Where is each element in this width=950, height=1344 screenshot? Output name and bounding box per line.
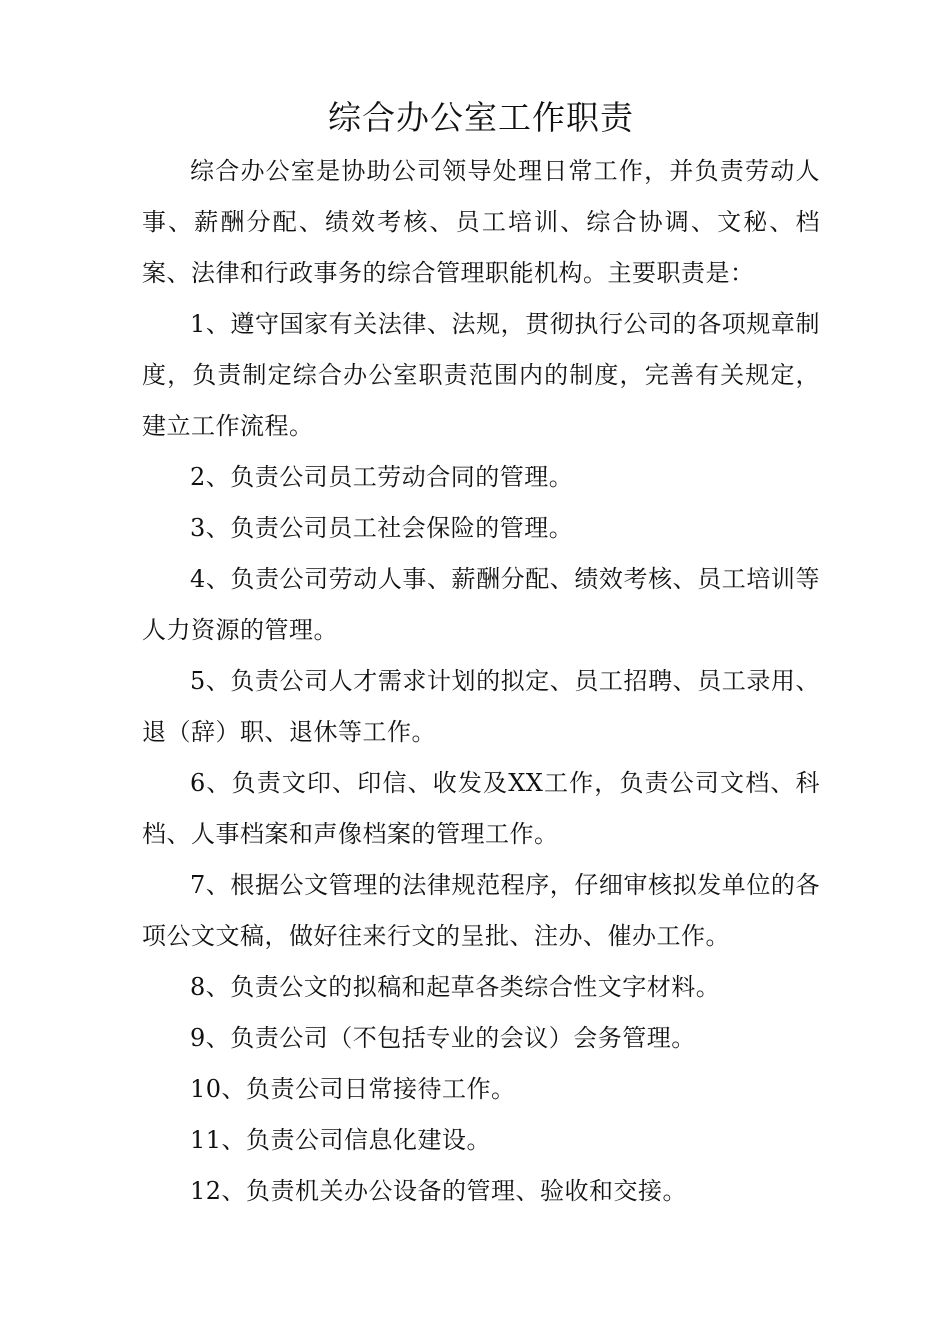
duty-item-5: 5、负责公司人才需求计划的拟定、员工招聘、员工录用、退（辞）职、退休等工作。 bbox=[142, 667, 820, 746]
duty-item-10: 10、负责公司日常接待工作。 bbox=[190, 1075, 516, 1103]
duty-item-11: 11、负责公司信息化建设。 bbox=[190, 1126, 492, 1154]
duty-item-2: 2、负责公司员工劳动合同的管理。 bbox=[190, 463, 574, 491]
duty-item-12: 12、负责机关办公设备的管理、验收和交接。 bbox=[190, 1177, 688, 1205]
intro-paragraph: 综合办公室是协助公司领导处理日常工作，并负责劳动人事、薪酬分配、绩效考核、员工培训、综合协调、文秘、档案、法律和行政事务的综合管理职能机构。主要职责是： bbox=[142, 157, 820, 287]
duty-item-6: 6、负责文印、印信、收发及XX工作，负责公司文档、科档、人事档案和声像档案的管理工作。 bbox=[142, 769, 820, 848]
duty-item-8: 8、负责公文的拟稿和起草各类综合性文字材料。 bbox=[190, 973, 721, 1001]
document-title: 综合办公室工作职责 bbox=[328, 98, 634, 137]
duty-item-9: 9、负责公司（不包括专业的会议）会务管理。 bbox=[190, 1024, 696, 1052]
duty-item-7: 7、根据公文管理的法律规范程序，仔细审核拟发单位的各项公文文稿，做好往来行文的呈批、注办、催办工作。 bbox=[142, 871, 820, 950]
duty-item-1: 1、遵守国家有关法律、法规，贯彻执行公司的各项规章制度，负责制定综合办公室职责范围内的制度，完善有关规定，建立工作流程。 bbox=[142, 310, 820, 440]
duty-item-4: 4、负责公司劳动人事、薪酬分配、绩效考核、员工培训等人力资源的管理。 bbox=[142, 565, 820, 644]
document-body bbox=[142, 92, 820, 1217]
duty-item-3: 3、负责公司员工社会保险的管理。 bbox=[190, 514, 574, 542]
